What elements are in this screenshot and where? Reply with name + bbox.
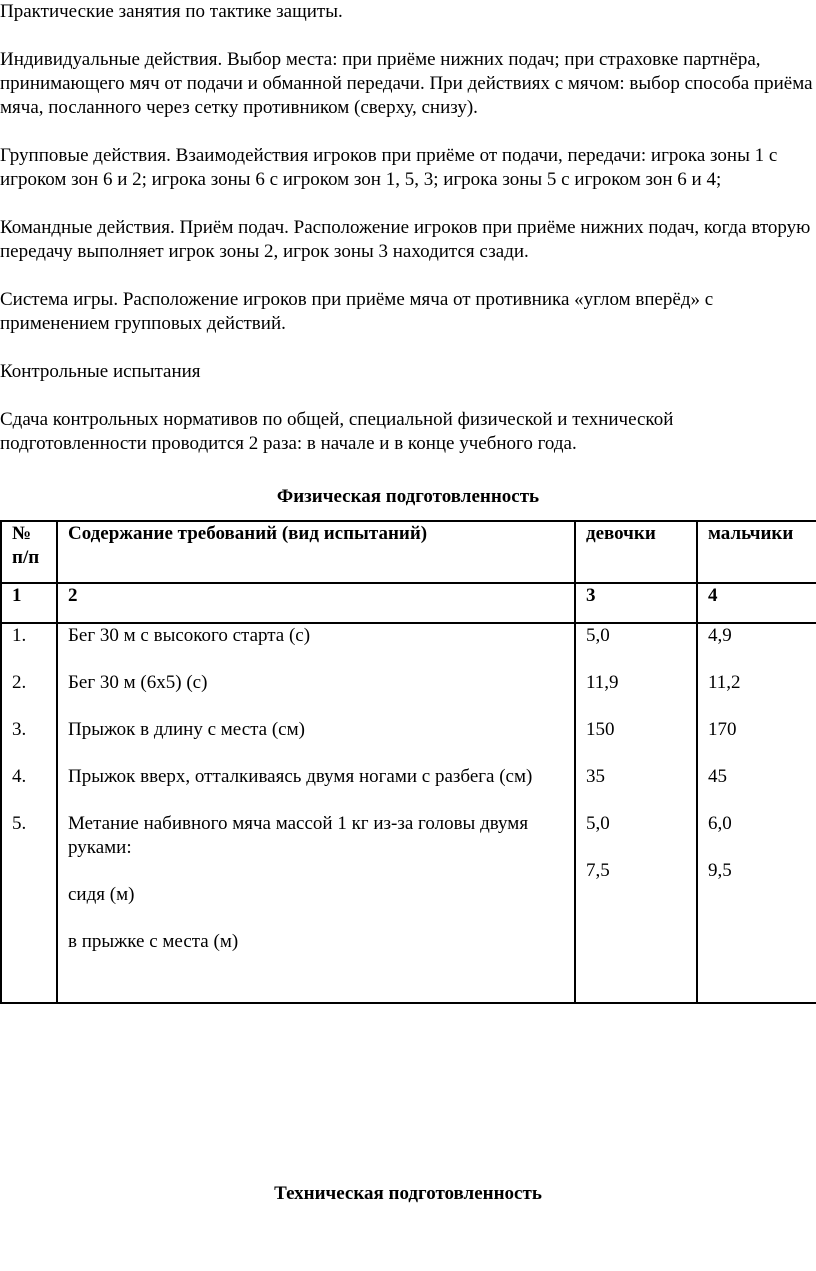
boys-value: 45 <box>708 766 727 787</box>
paragraph-group-actions: Групповые действия. Взаимодействия игроков при приёме от подачи, передачи: игрока зоны 1 с игроком зон 6 и 2; игрока зоны 6 с игроком зон 1, 5, 3; игрока зоны 5 с игроком зон 6 и 4; <box>0 145 778 190</box>
girls-value: 5,0 <box>586 813 610 834</box>
paragraph-individual-actions: Индивидуальные действия. Выбор места: при приёме нижних подач; при страховке партнёра, принимающего мяч от подачи и обманной передачи. При действиях с мячом: выбор способа приёма мяча, посланного через сетку противником (сверху, снизу). <box>0 49 813 118</box>
heading-technical-fitness: Техническая подготовленность <box>274 1183 542 1204</box>
item-number: 4. <box>12 766 27 787</box>
item-text: Бег 30 м (6х5) (с) <box>68 672 208 693</box>
header-content: Содержание требований (вид испытаний) <box>57 521 575 583</box>
item-text: Метание набивного мяча массой 1 кг из-за головы двумя руками: <box>68 813 529 858</box>
item-number: 2. <box>12 672 27 693</box>
table-row <box>1 623 816 1003</box>
column-number-4: 4 <box>697 583 816 623</box>
boys-value: 4,9 <box>708 625 732 646</box>
girls-value: 150 <box>586 719 615 740</box>
item-text: Бег 30 м с высокого старта (с) <box>68 625 311 646</box>
girls-value: 35 <box>586 766 605 787</box>
girls-value: 7,5 <box>586 860 610 881</box>
item-text: Прыжок в длину с места (см) <box>68 719 305 740</box>
header-number-text: № п/п <box>12 523 40 568</box>
paragraph-standards: Сдача контрольных нормативов по общей, специальной физической и технической подготовленности проводится 2 раза: в начале и в конце учебного года. <box>0 409 674 454</box>
boys-cell <box>697 623 816 1003</box>
column-number-row <box>1 583 816 623</box>
paragraph-team-actions: Командные действия. Приём подач. Расположение игроков при приёме нижних подач, когда вторую передачу выполняет игрок зоны 2, игрок зоны 3 находится сзади. <box>0 217 811 262</box>
boys-value: 6,0 <box>708 813 732 834</box>
boys-value: 170 <box>708 719 737 740</box>
paragraph-tactics-title: Практические занятия по тактике защиты. <box>0 1 343 22</box>
heading-physical-fitness: Физическая подготовленность <box>276 486 540 507</box>
requirements-table <box>0 520 816 1004</box>
column-number-2: 2 <box>57 583 575 623</box>
item-text: сидя (м) <box>68 884 135 905</box>
item-number: 1. <box>12 625 27 646</box>
table-header-row <box>1 521 816 583</box>
girls-value: 11,9 <box>586 672 619 693</box>
item-number: 5. <box>12 813 27 834</box>
paragraph-game-system: Система игры. Расположение игроков при приёме мяча от противника «углом вперёд» с применением групповых действий. <box>0 289 714 334</box>
item-text: в прыжке с места (м) <box>68 931 239 952</box>
item-number: 3. <box>12 719 27 740</box>
item-text: Прыжок вверх, отталкиваясь двумя ногами с разбега (см) <box>68 766 533 787</box>
items-cell <box>57 623 575 1003</box>
numbers-cell <box>1 623 57 1003</box>
boys-value: 9,5 <box>708 860 732 881</box>
header-boys: мальчики <box>697 521 816 583</box>
girls-value: 5,0 <box>586 625 610 646</box>
header-girls: девочки <box>575 521 697 583</box>
column-number-3: 3 <box>575 583 697 623</box>
header-number <box>1 521 57 583</box>
paragraph-control-tests: Контрольные испытания <box>0 361 201 382</box>
boys-value: 11,2 <box>708 672 741 693</box>
girls-cell <box>575 623 697 1003</box>
column-number-1: 1 <box>1 583 57 623</box>
